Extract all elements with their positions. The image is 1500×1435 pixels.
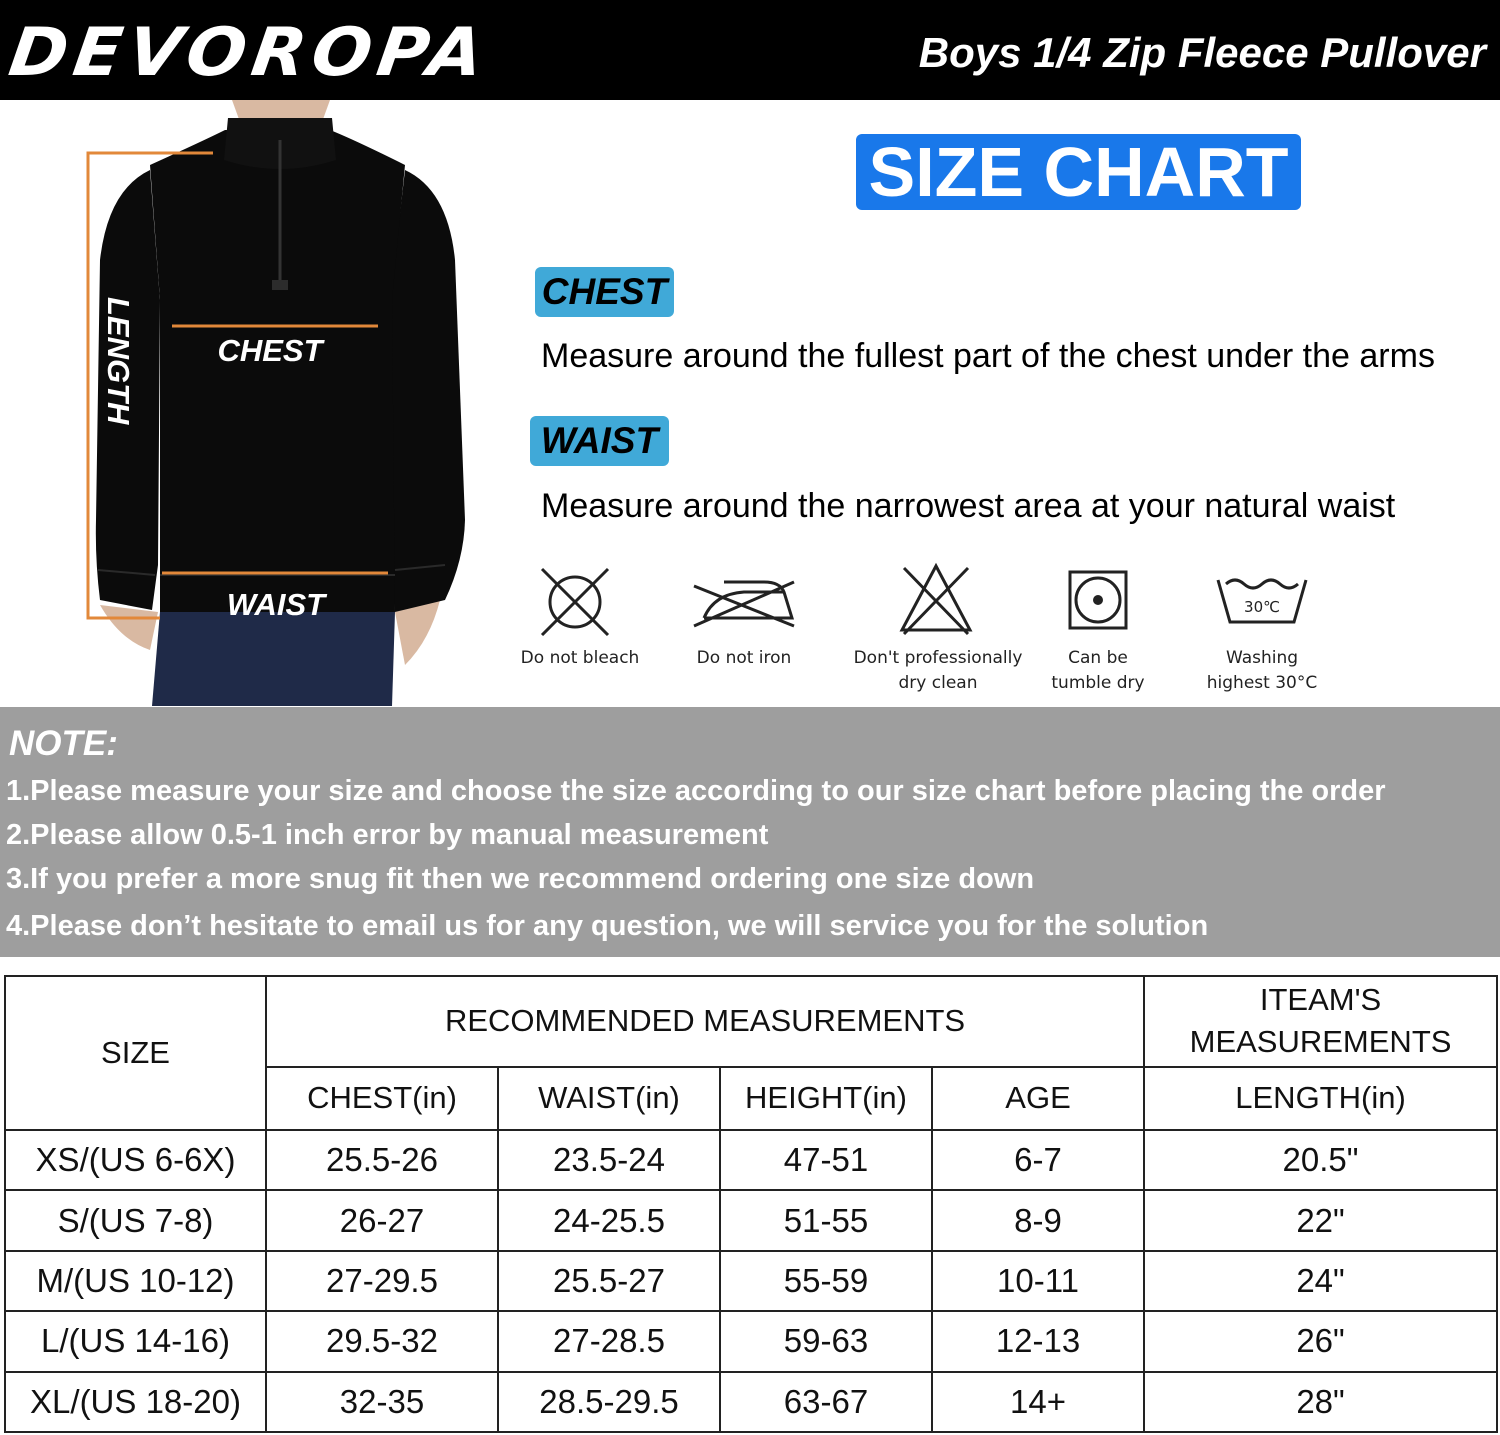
care-label-iron: Do not iron <box>696 648 792 668</box>
size-cell: XS/(US 6-6X) <box>5 1130 266 1190</box>
pullover-illustration <box>0 100 530 706</box>
table-row <box>5 1372 1497 1432</box>
note-line: 4.Please don’t hesitate to email us for any question, we will service you for the solution <box>6 910 1209 942</box>
waist-figure-label: WAIST <box>226 587 326 622</box>
care-label-dry-clean: Don't professionally dry clean <box>853 648 1023 693</box>
waist-column-header: WAIST(in) <box>498 1067 720 1130</box>
size-table <box>4 975 1498 1433</box>
no-bleach-icon <box>540 560 620 640</box>
length-figure-label: LENGTH <box>101 297 136 425</box>
note-line: 2.Please allow 0.5-1 inch error by manual measurement <box>6 819 769 851</box>
care-do-not-iron <box>644 560 844 671</box>
table-row <box>5 1311 1497 1371</box>
items-measurements-header: ITEAM'S MEASUREMENTS <box>1144 976 1497 1067</box>
note-title: NOTE: <box>9 724 118 763</box>
waist-cell: 27-28.5 <box>498 1311 720 1371</box>
age-cell: 8-9 <box>932 1190 1144 1250</box>
waist-description: Measure around the narrowest area at your natural waist <box>541 487 1396 525</box>
waist-tag: WAIST <box>530 416 669 466</box>
wash-30-icon <box>1212 560 1312 640</box>
table-row <box>5 1190 1497 1250</box>
garment-figure <box>0 100 530 706</box>
brand-logo: DEVOROPA <box>4 13 495 91</box>
care-washing-30 <box>1162 560 1362 696</box>
chest-description: Measure around the fullest part of the chest under the arms <box>541 337 1435 375</box>
length-cell: 24" <box>1144 1251 1497 1311</box>
size-column-header: SIZE <box>5 976 266 1130</box>
height-cell: 63-67 <box>720 1372 932 1432</box>
age-cell: 6-7 <box>932 1130 1144 1190</box>
chest-figure-label: CHEST <box>217 333 323 368</box>
height-cell: 51-55 <box>720 1190 932 1250</box>
chest-cell: 26-27 <box>266 1190 498 1250</box>
recommended-header: RECOMMENDED MEASUREMENTS <box>266 976 1144 1067</box>
waist-cell: 23.5-24 <box>498 1130 720 1190</box>
length-cell: 20.5" <box>1144 1130 1497 1190</box>
chest-cell: 32-35 <box>266 1372 498 1432</box>
chest-cell: 27-29.5 <box>266 1251 498 1311</box>
tumble-dry-icon <box>1058 560 1138 640</box>
no-dry-clean-icon <box>898 560 978 640</box>
length-column-header: LENGTH(in) <box>1144 1067 1497 1130</box>
note-panel <box>0 707 1500 957</box>
product-title: Boys 1/4 Zip Fleece Pullover <box>918 29 1486 76</box>
age-cell: 10-11 <box>932 1251 1144 1311</box>
chest-cell: 25.5-26 <box>266 1130 498 1190</box>
size-cell: M/(US 10-12) <box>5 1251 266 1311</box>
table-row <box>5 1130 1497 1190</box>
care-label-bleach: Do not bleach <box>520 648 640 668</box>
waist-cell: 24-25.5 <box>498 1190 720 1250</box>
age-cell: 14+ <box>932 1372 1144 1432</box>
note-line: 3.If you prefer a more snug fit then we recommend ordering one size down <box>6 863 1035 895</box>
wash-temp-text: 30℃ <box>1244 598 1280 616</box>
length-cell: 26" <box>1144 1311 1497 1371</box>
height-cell: 47-51 <box>720 1130 932 1190</box>
age-cell: 12-13 <box>932 1311 1144 1371</box>
size-chart-title: SIZE CHART <box>856 134 1301 210</box>
size-cell: XL/(US 18-20) <box>5 1372 266 1432</box>
height-column-header: HEIGHT(in) <box>720 1067 932 1130</box>
length-cell: 28" <box>1144 1372 1497 1432</box>
care-label-washing: Washing highest 30°C <box>1206 648 1318 693</box>
length-cell: 22" <box>1144 1190 1497 1250</box>
chest-tag: CHEST <box>535 267 674 317</box>
top-banner <box>0 0 1500 100</box>
height-cell: 55-59 <box>720 1251 932 1311</box>
size-cell: S/(US 7-8) <box>5 1190 266 1250</box>
table-row <box>5 1251 1497 1311</box>
care-label-tumble: Can be tumble dry <box>1051 648 1145 693</box>
age-column-header: AGE <box>932 1067 1144 1130</box>
chest-column-header: CHEST(in) <box>266 1067 498 1130</box>
height-cell: 59-63 <box>720 1311 932 1371</box>
size-cell: L/(US 14-16) <box>5 1311 266 1371</box>
chest-cell: 29.5-32 <box>266 1311 498 1371</box>
waist-cell: 25.5-27 <box>498 1251 720 1311</box>
waist-cell: 28.5-29.5 <box>498 1372 720 1432</box>
no-iron-icon <box>684 560 804 640</box>
note-line: 1.Please measure your size and choose the size according to our size chart before placing the order <box>6 775 1386 807</box>
